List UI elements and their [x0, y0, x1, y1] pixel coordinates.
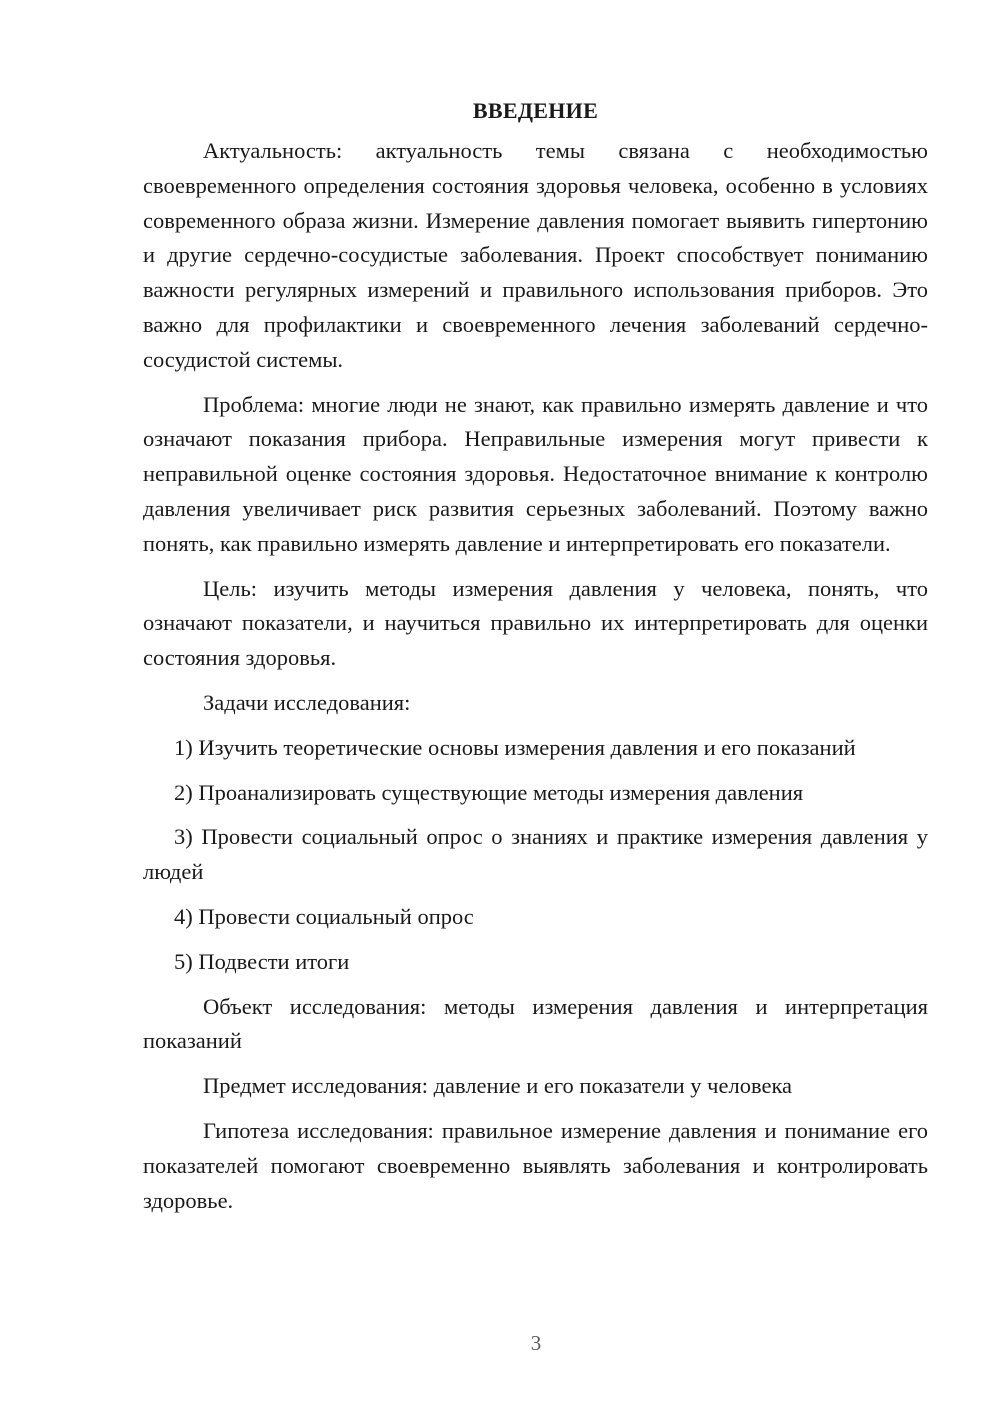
paragraph-object: Объект исследования: методы измерения давления и интерпретация показаний [143, 993, 928, 1054]
list-item-task-5: 5) Подвести итоги [174, 948, 350, 974]
paragraph-relevance: Актуальность: актуальность темы связана с необходимостью своевременного определения состояния здоровья человека, особенно в условиях современного образа жизни. Измерение давления помогает выявить гипертонию и другие сердечно-сосудистые заболевания. Проект способствует пониманию важности регулярных измерений и правильного использования приборов. Это важно для профилактики и своевременного лечения заболеваний сердечно-сосудистой системы. [143, 138, 928, 372]
list-item-task-2: 2) Проанализировать существующие методы измерения давления [174, 779, 804, 805]
list-item-task-3: 3) Провести социальный опрос о знаниях и практике измерения давления у людей [143, 824, 928, 885]
tasks-title: Задачи исследования: [203, 689, 411, 715]
list-item-task-4: 4) Провести социальный опрос [174, 903, 474, 929]
paragraph-hypothesis: Гипотеза исследования: правильное измерение давления и понимание его показателей помогают своевременно выявлять заболевания и контролировать здоровье. [143, 1117, 928, 1213]
page-title: ВВЕДЕНИЕ [472, 98, 599, 123]
paragraph-subject: Предмет исследования: давление и его показатели у человека [203, 1073, 793, 1099]
paragraph-goal: Цель: изучить методы измерения давления у человека, понять, что означают показатели, и научиться правильно их интерпретировать для оценки состояния здоровья. [143, 575, 928, 671]
list-item-task-1: 1) Изучить теоретические основы измерения давления и его показаний [174, 734, 856, 760]
page-number: 3 [530, 1331, 542, 1355]
document-page [143, 94, 928, 1228]
paragraph-problem: Проблема: многие люди не знают, как правильно измерять давление и что означают показания прибора. Неправильные измерения могут привести к неправильной оценке состояния здоровья. Недостаточное внимание к контролю давления увеличивает риск развития серьезных заболеваний. Поэтому важно понять, как правильно измерять давление и интерпретировать его показатели. [143, 391, 928, 556]
